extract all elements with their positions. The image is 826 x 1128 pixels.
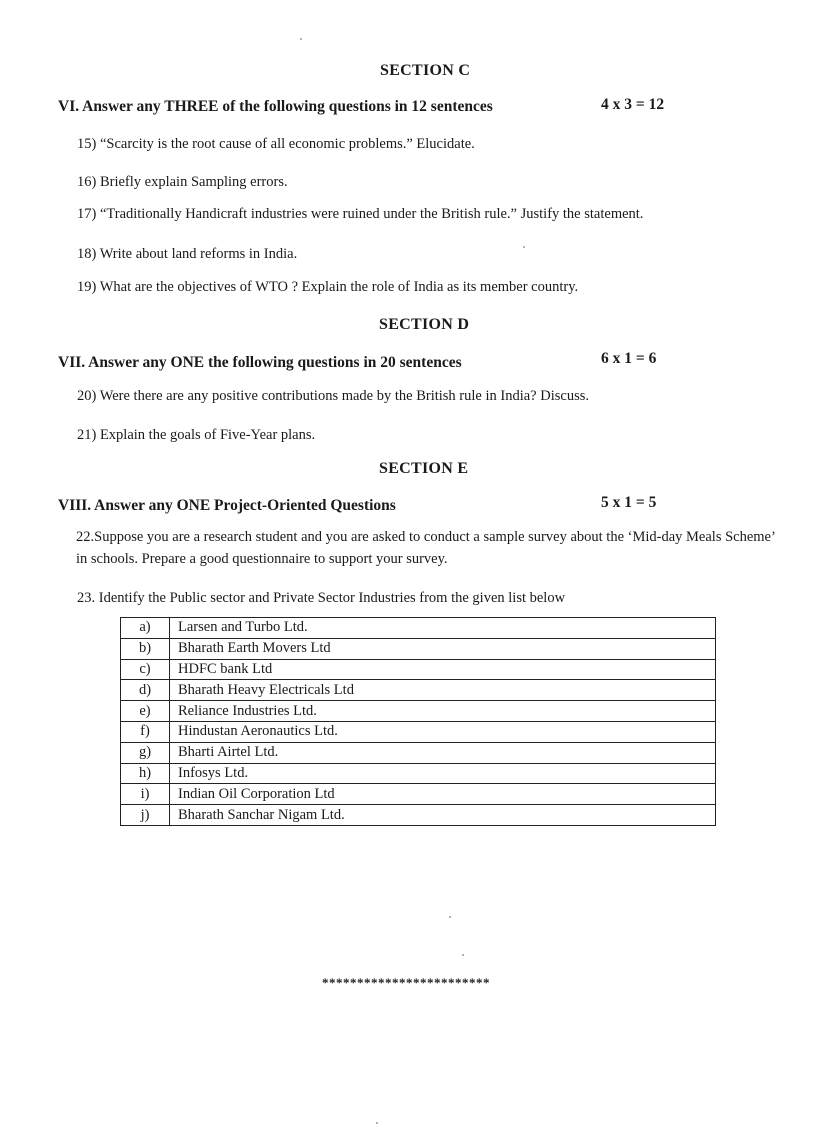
row-letter: e) — [121, 701, 170, 722]
question-23: 23. Identify the Public sector and Private Sector Industries from the given list below — [77, 590, 566, 606]
table-row — [121, 742, 716, 763]
row-letter: j) — [121, 805, 170, 826]
row-letter: i) — [121, 784, 170, 805]
row-industry: Bharath Sanchar Nigam Ltd. — [170, 805, 716, 826]
table-row — [121, 618, 716, 639]
row-industry: Indian Oil Corporation Ltd — [170, 784, 716, 805]
section-d-heading: VII. Answer any ONE the following questions in 20 sentences — [58, 354, 462, 371]
row-industry: Reliance Industries Ltd. — [170, 701, 716, 722]
table-row — [121, 701, 716, 722]
section-d-marks: 6 x 1 = 6 — [601, 350, 657, 367]
scan-speck — [376, 1122, 378, 1124]
table-row — [121, 680, 716, 701]
question-17: 17) “Traditionally Handicraft industries were ruined under the British rule.” Justify the statement. — [77, 206, 644, 222]
row-industry: Bharti Airtel Ltd. — [170, 742, 716, 763]
table-row — [121, 805, 716, 826]
footer-stars: ************************ — [322, 975, 490, 990]
question-20: 20) Were there are any positive contributions made by the British rule in India? Discuss. — [77, 388, 589, 404]
section-e-title: SECTION E — [379, 460, 469, 477]
row-letter: d) — [121, 680, 170, 701]
section-c-title: SECTION C — [380, 62, 471, 79]
section-e-heading: VIII. Answer any ONE Project-Oriented Questions — [58, 497, 396, 514]
question-22: 22.Suppose you are a research student and you are asked to conduct a sample survey about the ‘Mid-day Meals Scheme’ in schools. Prepare a good questionnaire to support your survey. — [76, 529, 775, 567]
row-industry: Bharath Heavy Electricals Ltd — [170, 680, 716, 701]
section-c-heading: VI. Answer any THREE of the following questions in 12 sentences — [58, 98, 493, 115]
question-15: 15) “Scarcity is the root cause of all economic problems.” Elucidate. — [77, 136, 475, 152]
table-row — [121, 763, 716, 784]
scan-speck — [523, 246, 525, 248]
section-e-marks: 5 x 1 = 5 — [601, 494, 657, 511]
row-industry: Hindustan Aeronautics Ltd. — [170, 721, 716, 742]
table-row — [121, 659, 716, 680]
scan-speck — [462, 954, 464, 956]
scan-speck — [449, 916, 451, 918]
section-d-title: SECTION D — [379, 316, 470, 333]
row-industry: Infosys Ltd. — [170, 763, 716, 784]
row-industry: HDFC bank Ltd — [170, 659, 716, 680]
scan-speck — [300, 38, 302, 40]
row-letter: g) — [121, 742, 170, 763]
table-row — [121, 638, 716, 659]
question-18: 18) Write about land reforms in India. — [77, 246, 298, 262]
question-19: 19) What are the objectives of WTO ? Explain the role of India as its member country. — [77, 279, 579, 295]
row-industry: Larsen and Turbo Ltd. — [170, 618, 716, 639]
section-c-marks: 4 x 3 = 12 — [601, 96, 665, 113]
row-letter: b) — [121, 638, 170, 659]
row-industry: Bharath Earth Movers Ltd — [170, 638, 716, 659]
table-row — [121, 721, 716, 742]
question-21: 21) Explain the goals of Five-Year plans. — [77, 427, 316, 443]
table-row — [121, 784, 716, 805]
row-letter: f) — [121, 721, 170, 742]
industries-table — [120, 617, 716, 826]
row-letter: c) — [121, 659, 170, 680]
row-letter: h) — [121, 763, 170, 784]
row-letter: a) — [121, 618, 170, 639]
question-16: 16) Briefly explain Sampling errors. — [77, 174, 288, 190]
